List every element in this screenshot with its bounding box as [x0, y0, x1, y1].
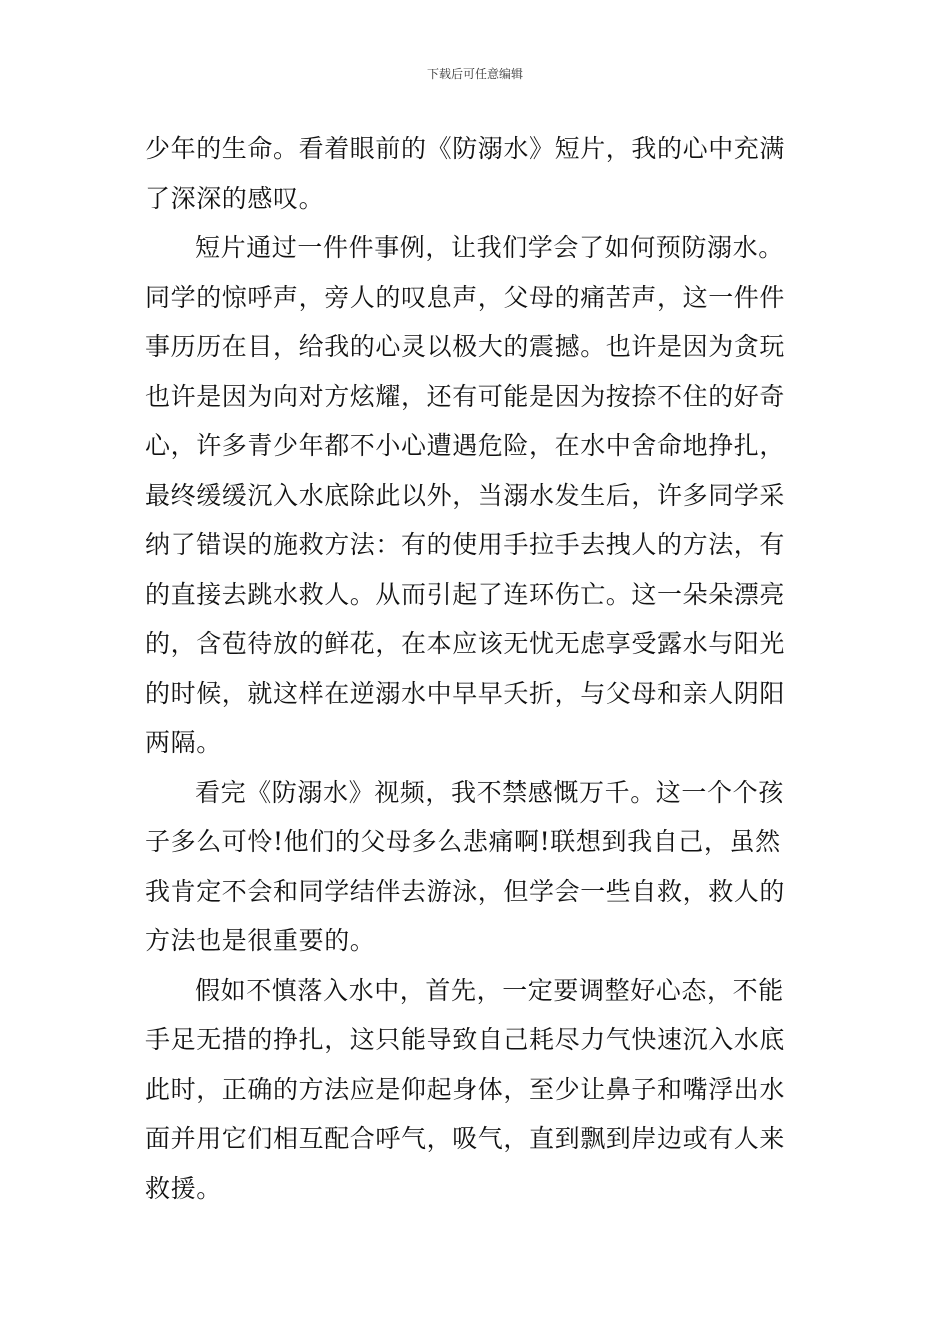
paragraph-line: 同学的惊呼声，旁人的叹息声，父母的痛苦声，这一件件 [145, 282, 786, 312]
paragraph-line: 的时候，就这样在逆溺水中早早夭折，与父母和亲人阴阳 [145, 678, 786, 708]
paragraph-line: 手足无措的挣扎，这只能导致自己耗尽力气快速沉入水底 [145, 1025, 786, 1054]
paragraph [145, 223, 815, 768]
paragraph-line: 的直接去跳水救人。从而引起了连环伤亡。这一朵朵漂亮 [145, 579, 786, 609]
paragraph-line: 短片通过一件件事例，让我们学会了如何预防溺水。 [195, 233, 784, 262]
paragraph-line: 我肯定不会和同学结伴去游泳，但学会一些自救，救人的 [145, 876, 786, 906]
paragraph-line: 此时，正确的方法应是仰起身体，至少让鼻子和嘴浮出水 [145, 1074, 786, 1104]
paragraph-line: 看完《防溺水》视频，我不禁感慨万千。这一个个孩 [195, 777, 784, 807]
document-body [145, 124, 815, 1213]
paragraph-line: 方法也是很重要的。 [145, 926, 376, 955]
paragraph-line: 两隔。 [145, 728, 222, 757]
paragraph-line: 心，许多青少年都不小心遭遇危险，在水中舍命地挣扎， [145, 431, 786, 460]
paragraph-line: 面并用它们相互配合呼气，吸气，直到飘到岸边或有人来 [145, 1124, 786, 1153]
page-header: 下载后可任意编辑 [426, 67, 523, 81]
paragraph [145, 124, 815, 223]
paragraph-line: 最终缓缓沉入水底除此以外，当溺水发生后，许多同学采 [145, 480, 786, 510]
paragraph-line: 救援。 [145, 1173, 222, 1203]
paragraph [145, 768, 815, 966]
paragraph-line: 纳了错误的施救方法：有的使用手拉手去拽人的方法，有 [145, 530, 786, 559]
paragraph-line: 假如不慎落入水中，首先，一定要调整好心态，不能 [195, 975, 784, 1005]
paragraph-line: 事历历在目，给我的心灵以极大的震撼。也许是因为贪玩 [145, 332, 786, 361]
paragraph-line: 了深深的感叹。 [145, 183, 325, 213]
paragraph-line: 也许是因为向对方炫耀，还有可能是因为按捺不住的好奇 [145, 381, 786, 411]
paragraph [145, 966, 815, 1214]
paragraph-line: 的，含苞待放的鲜花，在本应该无忧无虑享受露水与阳光 [145, 629, 786, 658]
paragraph-line: 子多么可怜!他们的父母多么悲痛啊!联想到我自己，虽然 [145, 827, 781, 856]
paragraph-line: 少年的生命。看着眼前的《防溺水》短片，我的心中充满 [145, 134, 786, 163]
